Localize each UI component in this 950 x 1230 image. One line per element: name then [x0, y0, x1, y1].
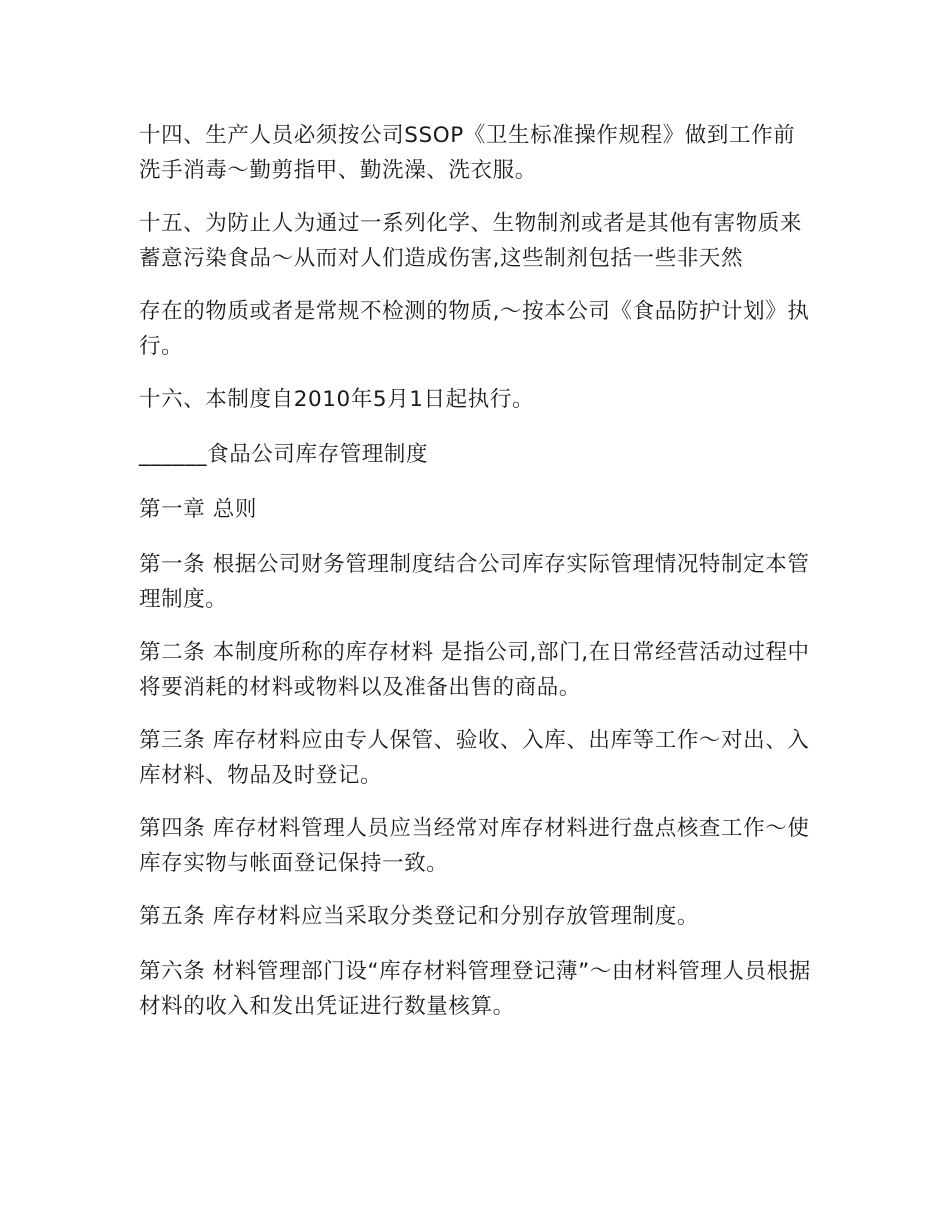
article-3: 第三条 库存材料应由专人保管、验收、入库、出库等工作～对出、入库材料、物品及时登记。 — [139, 728, 810, 788]
article-6: 第六条 材料管理部门设“库存材料管理登记薄”～由材料管理人员根据材料的收入和发出凭证进行数量核算。 — [139, 959, 811, 1019]
paragraph-15: 十五、为防止人为通过一系列化学、生物制剂或者是其他有害物质来蓄意污染食品～从而对人们造成伤害,这些制剂包括一些非天然 — [139, 211, 803, 271]
paragraph-14: 十四、生产人员必须按公司SSOP《卫生标准操作规程》做到工作前洗手消毒～勤剪指甲、勤洗澡、洗衣服。 — [139, 123, 796, 183]
paragraph-15-continued: 存在的物质或者是常规不检测的物质,～按本公司《食品防护计划》执行。 — [139, 299, 810, 359]
article-1: 第一条 根据公司财务管理制度结合公司库存实际管理情况特制定本管理制度。 — [139, 552, 810, 612]
chapter-heading: 第一章 总则 — [139, 497, 257, 522]
article-2: 第二条 本制度所称的库存材料 是指公司,部门,在日常经营活动过程中将要消耗的材料或物料以及准备出售的商品。 — [139, 640, 810, 700]
article-5: 第五条 库存材料应当采取分类登记和分别存放管理制度。 — [139, 904, 699, 929]
paragraph-16: 十六、本制度自2010年5月1日起执行。 — [139, 387, 535, 412]
document-body — [139, 118, 811, 1042]
section-title: ______食品公司库存管理制度 — [139, 442, 429, 467]
article-4: 第四条 库存材料管理人员应当经常对库存材料进行盘点核查工作～使库存实物与帐面登记保持一致。 — [139, 816, 810, 876]
